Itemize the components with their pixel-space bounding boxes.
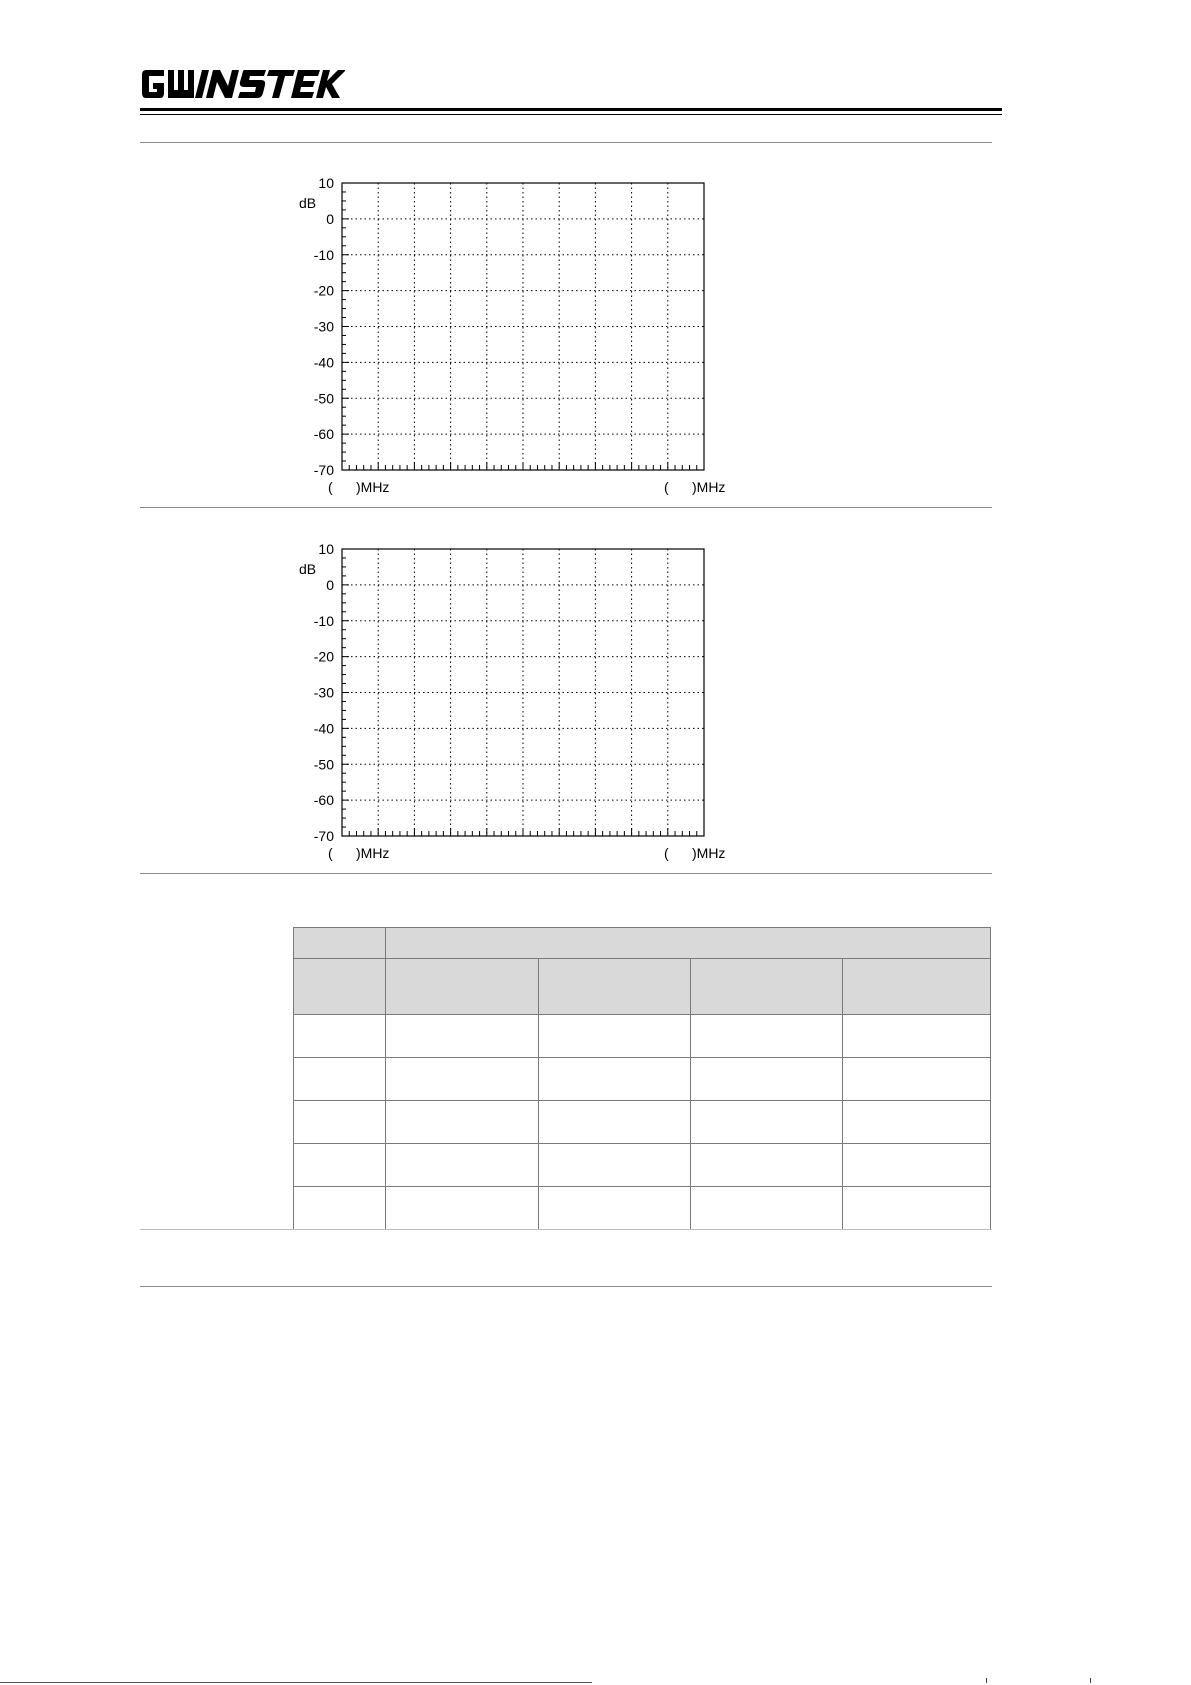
measurement-table: [293, 927, 991, 1229]
y-tick-label: -10: [313, 612, 334, 629]
chart-top-ticks: [342, 192, 697, 470]
y-tick-label: 10: [318, 175, 334, 191]
y-tick-label: -60: [313, 426, 334, 443]
measurement-table-grid: [293, 927, 991, 1229]
frequency-response-chart-top: [292, 168, 732, 498]
chart-bottom-ticks: [342, 558, 697, 836]
y-tick-label: -10: [313, 246, 334, 263]
y-tick-label: -70: [313, 462, 334, 478]
chart-bottom-x-right-label: ( )MHz: [664, 845, 726, 861]
table-header-row-2: [293, 958, 990, 1014]
chart-top-y-tick-labels: [314, 175, 334, 478]
footer-rule: [0, 1682, 592, 1683]
chart-bottom-unit-label: dB: [299, 561, 317, 577]
y-tick-label: -50: [313, 390, 334, 407]
footer-mark-1: [986, 1678, 987, 1683]
gwinstek-logo: [140, 66, 345, 102]
y-tick-label: -50: [313, 756, 334, 773]
frequency-response-chart-bottom: [292, 534, 732, 864]
y-tick-label: -20: [313, 282, 334, 299]
y-tick-label: 0: [326, 210, 334, 227]
section-rule-1: [140, 142, 992, 143]
section-rule-3: [140, 873, 992, 874]
chart-top-svg: [292, 168, 732, 498]
chart-top-x-left-label: ( )MHz: [328, 479, 390, 495]
y-tick-label: -20: [313, 648, 334, 665]
section-rule-2: [140, 507, 992, 508]
chart-bottom-y-tick-labels: [314, 541, 334, 844]
header-rule-thick: [140, 108, 1002, 111]
section-rule-4: [140, 1229, 992, 1230]
y-tick-label: 10: [318, 541, 334, 557]
gwinstek-logo-graphic: [140, 66, 345, 102]
y-tick-label: -30: [313, 684, 334, 701]
chart-bottom-grid: [342, 549, 704, 836]
y-tick-label: -60: [313, 792, 334, 809]
chart-top-unit-label: dB: [299, 195, 317, 211]
section-rule-5: [140, 1286, 992, 1287]
table-header-row-1: [293, 927, 990, 958]
chart-top-grid: [342, 183, 704, 470]
chart-bottom-x-left-label: ( )MHz: [328, 845, 390, 861]
y-tick-label: -70: [313, 828, 334, 844]
footer-mark-2: [1090, 1678, 1091, 1683]
y-tick-label: -40: [313, 354, 334, 371]
y-tick-label: 0: [326, 576, 334, 593]
header-rule-thin: [140, 114, 1002, 115]
y-tick-label: -30: [313, 318, 334, 335]
chart-bottom-svg: [292, 534, 732, 864]
y-tick-label: -40: [313, 720, 334, 737]
chart-top-x-right-label: ( )MHz: [664, 479, 726, 495]
